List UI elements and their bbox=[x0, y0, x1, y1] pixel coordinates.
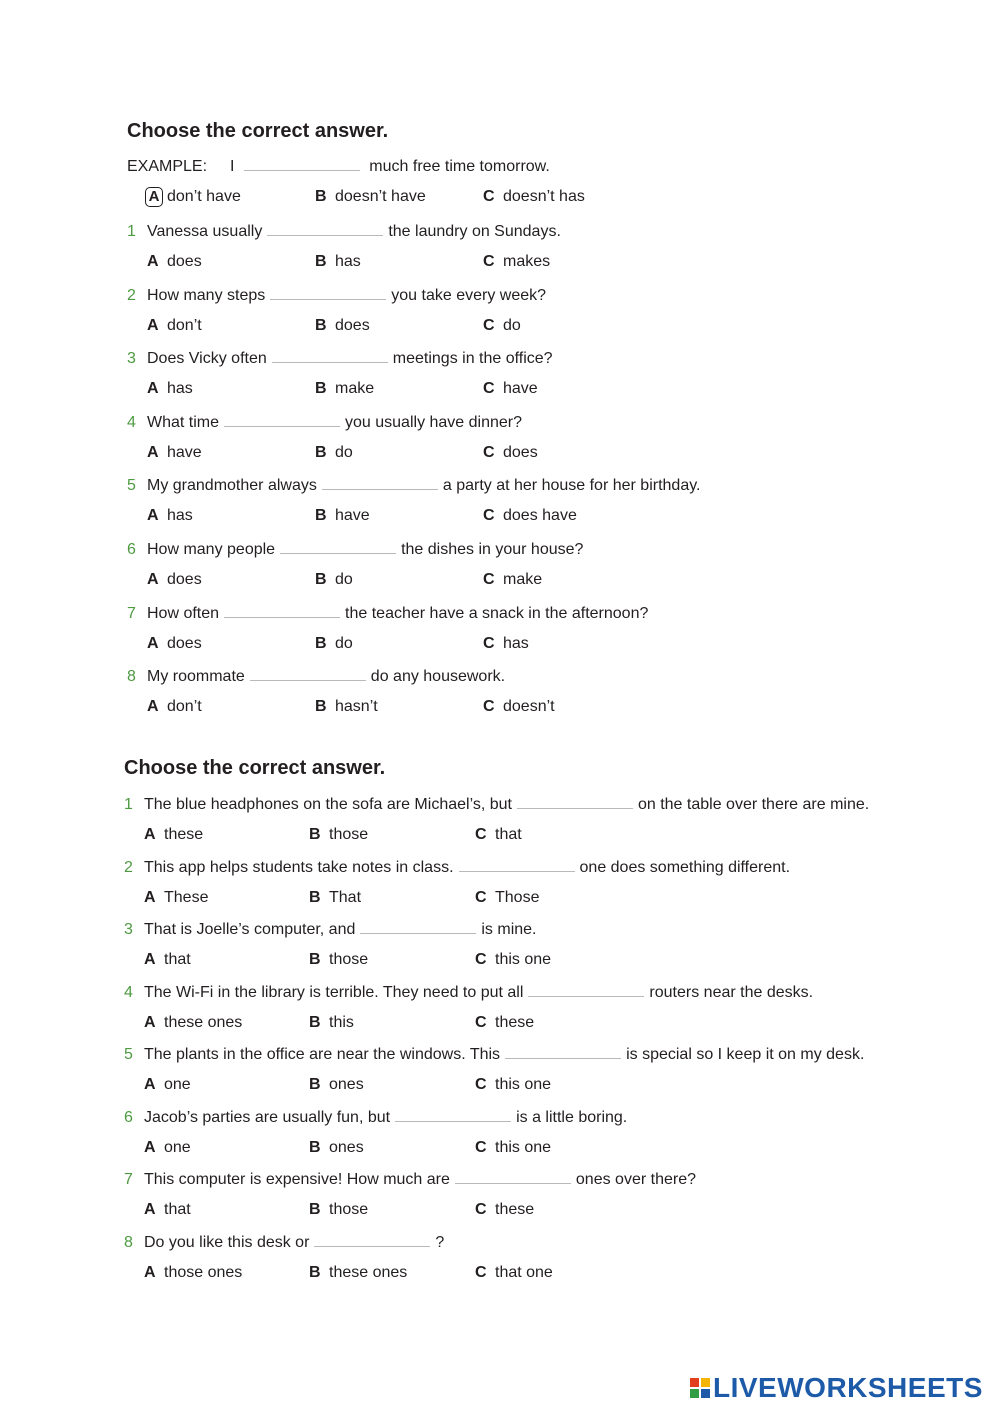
option-letter: A bbox=[147, 571, 159, 588]
option-c[interactable] bbox=[475, 948, 551, 972]
option-b[interactable] bbox=[309, 823, 368, 847]
option-letter: A bbox=[144, 1138, 156, 1156]
option-c[interactable] bbox=[475, 1136, 551, 1160]
option-b[interactable] bbox=[315, 314, 370, 338]
option-letter: A bbox=[147, 380, 159, 398]
option-text: does bbox=[167, 253, 202, 270]
option-text: make bbox=[503, 571, 543, 588]
option-letter: C bbox=[483, 507, 495, 525]
question-item bbox=[127, 539, 583, 592]
option-text: that one bbox=[495, 1263, 553, 1281]
option-a[interactable] bbox=[144, 823, 203, 847]
question-number: 3 bbox=[124, 921, 133, 938]
question-text-before: How many steps bbox=[147, 286, 266, 304]
question-number: 3 bbox=[127, 350, 136, 368]
option-letter: A bbox=[147, 443, 159, 461]
question-text-before: The blue headphones on the sofa are Michael’s, but bbox=[144, 796, 512, 813]
option-letter: C bbox=[483, 634, 495, 652]
option-letter: B bbox=[309, 1201, 321, 1218]
option-letter: A bbox=[144, 1263, 156, 1281]
option-a[interactable] bbox=[144, 886, 208, 910]
option-c[interactable] bbox=[475, 1198, 534, 1222]
question-text-before: How many people bbox=[147, 541, 276, 558]
question-text-after: much free time tomorrow. bbox=[369, 158, 550, 175]
option-b[interactable] bbox=[309, 886, 361, 910]
option-letter: C bbox=[475, 888, 487, 906]
question-text-after: routers near the desks. bbox=[649, 983, 814, 1001]
option-a[interactable] bbox=[144, 948, 191, 972]
option-text: those bbox=[329, 951, 369, 968]
question-text-before: My grandmother always bbox=[147, 477, 317, 495]
option-letter: A bbox=[147, 507, 159, 525]
option-text: does bbox=[167, 634, 202, 652]
option-text: make bbox=[335, 380, 375, 398]
option-text: has bbox=[335, 253, 361, 270]
option-a[interactable] bbox=[147, 314, 202, 338]
option-letter: B bbox=[315, 634, 327, 652]
option-letter: C bbox=[483, 571, 495, 588]
example-option-a bbox=[145, 185, 241, 209]
question-number: 1 bbox=[124, 796, 133, 813]
option-letter: A bbox=[144, 1201, 156, 1218]
option-text: doesn’t bbox=[503, 698, 555, 716]
question-text-after: on the table over there are mine. bbox=[637, 796, 870, 813]
question-number: 2 bbox=[127, 286, 136, 304]
question-text-after: the teacher have a snack in the afternoon? bbox=[345, 604, 649, 622]
question-text-before: This app helps students take notes in class. bbox=[144, 858, 454, 876]
option-letter: C bbox=[475, 951, 487, 968]
option-letter: C bbox=[483, 188, 495, 205]
answer-blank[interactable] bbox=[224, 412, 340, 427]
option-text: Those bbox=[495, 888, 540, 906]
option-letter: C bbox=[483, 380, 495, 398]
option-text: have bbox=[503, 380, 538, 398]
answer-blank[interactable] bbox=[270, 285, 386, 300]
option-letter: B bbox=[309, 951, 321, 968]
option-text: have bbox=[167, 443, 202, 461]
option-letter: A bbox=[147, 253, 159, 270]
question-item bbox=[127, 348, 553, 401]
option-c[interactable] bbox=[483, 250, 550, 274]
answer-blank[interactable] bbox=[528, 982, 644, 997]
question-number: 7 bbox=[127, 604, 136, 622]
logo-square bbox=[701, 1378, 710, 1387]
exercise-section-1 bbox=[127, 118, 987, 728]
option-b[interactable] bbox=[315, 250, 361, 274]
question-number: 8 bbox=[127, 668, 136, 686]
option-text: those ones bbox=[164, 1263, 243, 1281]
answer-blank[interactable] bbox=[244, 156, 360, 171]
option-a[interactable] bbox=[144, 1136, 191, 1160]
question-text-after: you take every week? bbox=[391, 286, 547, 304]
option-letter: C bbox=[483, 316, 495, 334]
option-letter: C bbox=[483, 698, 495, 716]
option-letter: A bbox=[144, 1013, 156, 1031]
option-c[interactable] bbox=[475, 1011, 534, 1035]
question-text-after: a party at her house for her birthday. bbox=[442, 477, 701, 495]
question-number: 1 bbox=[127, 223, 136, 240]
option-letter: A bbox=[144, 826, 156, 843]
question-number: 4 bbox=[127, 413, 136, 431]
option-text: That bbox=[329, 888, 362, 906]
option-b[interactable] bbox=[309, 948, 368, 972]
answer-blank[interactable] bbox=[455, 1169, 571, 1184]
answer-blank[interactable] bbox=[314, 1232, 430, 1247]
question-item bbox=[124, 857, 790, 910]
question-text-after: is special so I keep it on my desk. bbox=[626, 1046, 865, 1063]
option-text: one bbox=[164, 1138, 191, 1156]
option-b[interactable] bbox=[309, 1261, 407, 1285]
option-text: These bbox=[164, 888, 209, 906]
option-a[interactable] bbox=[147, 568, 202, 592]
option-a[interactable] bbox=[144, 1073, 191, 1097]
option-text: don’t have bbox=[167, 188, 241, 205]
question-text-after: is mine. bbox=[481, 921, 537, 938]
answer-blank[interactable] bbox=[459, 857, 575, 872]
liveworksheets-logo bbox=[690, 1371, 983, 1405]
option-text: this one bbox=[495, 1076, 552, 1093]
question-text-before: The Wi-Fi in the library is terrible. They need to put all bbox=[144, 983, 524, 1001]
question-number: 5 bbox=[127, 477, 136, 495]
option-c[interactable] bbox=[475, 823, 522, 847]
question-text-after: meetings in the office? bbox=[392, 350, 553, 368]
question-item bbox=[127, 603, 648, 656]
question-text-after: do any housework. bbox=[370, 668, 506, 686]
question-text-before: How often bbox=[147, 604, 220, 622]
option-c[interactable] bbox=[483, 314, 521, 338]
option-text: this one bbox=[495, 951, 552, 968]
option-letter: C bbox=[483, 443, 495, 461]
option-letter: C bbox=[475, 1138, 487, 1156]
option-text: these ones bbox=[164, 1013, 243, 1031]
question-number: 8 bbox=[124, 1233, 133, 1251]
option-letter: B bbox=[309, 1263, 321, 1281]
option-letter: C bbox=[475, 1013, 487, 1031]
question-text-before: Does Vicky often bbox=[147, 350, 267, 368]
option-text: that bbox=[495, 826, 522, 843]
option-c[interactable] bbox=[483, 695, 555, 719]
option-text: doesn’t have bbox=[335, 188, 426, 205]
option-c[interactable] bbox=[475, 1261, 553, 1285]
logo-square bbox=[690, 1389, 699, 1398]
section-title: Choose the correct answer. bbox=[124, 757, 386, 779]
logo-square bbox=[690, 1378, 699, 1387]
option-b[interactable] bbox=[309, 1073, 364, 1097]
option-letter: A bbox=[144, 1076, 156, 1093]
option-c[interactable] bbox=[483, 632, 529, 656]
question-item bbox=[124, 982, 813, 1035]
option-letter: B bbox=[315, 253, 327, 270]
option-a[interactable] bbox=[144, 1198, 191, 1222]
option-text: do bbox=[335, 634, 353, 652]
option-letter: B bbox=[315, 698, 327, 716]
question-item bbox=[127, 475, 700, 528]
option-c[interactable] bbox=[483, 504, 577, 528]
question-item bbox=[124, 1107, 627, 1160]
question-item bbox=[127, 221, 561, 274]
question-text-before: That is Joelle’s computer, and bbox=[144, 921, 356, 938]
answer-blank[interactable] bbox=[250, 666, 366, 681]
option-letter: B bbox=[315, 188, 327, 205]
answer-blank[interactable] bbox=[360, 919, 476, 934]
answer-blank[interactable] bbox=[267, 221, 383, 236]
example-label: EXAMPLE: bbox=[127, 158, 208, 175]
option-b[interactable] bbox=[315, 632, 353, 656]
option-letter: A bbox=[144, 951, 156, 968]
option-b[interactable] bbox=[315, 441, 353, 465]
option-a[interactable] bbox=[144, 1261, 242, 1285]
option-text: these bbox=[495, 1201, 535, 1218]
logo-mark-icon bbox=[690, 1378, 710, 1398]
question-item bbox=[124, 1232, 553, 1285]
option-letter: A bbox=[147, 634, 159, 652]
option-text: don’t bbox=[167, 316, 202, 334]
question-item bbox=[127, 666, 555, 719]
answer-blank[interactable] bbox=[224, 603, 340, 618]
question-number: 6 bbox=[124, 1108, 133, 1126]
option-a[interactable] bbox=[147, 504, 193, 528]
option-text: doesn’t has bbox=[503, 188, 585, 205]
option-letter: C bbox=[475, 1263, 487, 1281]
answer-blank[interactable] bbox=[272, 348, 388, 363]
question-text-before: Do you like this desk or bbox=[144, 1233, 310, 1251]
option-text: have bbox=[335, 507, 370, 525]
option-text: one bbox=[164, 1076, 191, 1093]
option-letter: B bbox=[309, 1076, 321, 1093]
option-b[interactable] bbox=[315, 504, 370, 528]
option-letter: B bbox=[309, 1138, 321, 1156]
option-text: those bbox=[329, 826, 369, 843]
option-letter: A bbox=[147, 316, 159, 334]
answer-blank[interactable] bbox=[322, 475, 438, 490]
answer-blank[interactable] bbox=[517, 794, 633, 809]
option-text: has bbox=[167, 380, 193, 398]
option-text: this bbox=[329, 1013, 354, 1031]
selected-answer-circle: A bbox=[145, 187, 163, 207]
question-text-after: the dishes in your house? bbox=[401, 541, 584, 558]
question-number: 6 bbox=[127, 541, 136, 558]
option-text: do bbox=[503, 316, 521, 334]
question-number: 2 bbox=[124, 858, 133, 876]
option-text: do bbox=[335, 443, 353, 461]
option-letter: B bbox=[315, 380, 327, 398]
option-c[interactable] bbox=[475, 1073, 551, 1097]
question-text-before: Jacob’s parties are usually fun, but bbox=[144, 1108, 391, 1126]
question-text-before: My roommate bbox=[147, 668, 245, 686]
option-a[interactable] bbox=[144, 1011, 242, 1035]
option-text: these bbox=[164, 826, 204, 843]
option-text: don’t bbox=[167, 698, 202, 716]
option-text: does bbox=[335, 316, 370, 334]
option-letter: B bbox=[315, 443, 327, 461]
option-text: that bbox=[164, 951, 191, 968]
option-a[interactable] bbox=[147, 377, 193, 401]
option-c[interactable] bbox=[483, 377, 538, 401]
option-b[interactable] bbox=[315, 568, 353, 592]
option-text: ones bbox=[329, 1076, 364, 1093]
option-letter: B bbox=[309, 888, 321, 906]
question-text-after: ones over there? bbox=[575, 1171, 696, 1188]
question-text-before: Vanessa usually bbox=[147, 223, 263, 240]
option-b[interactable] bbox=[309, 1136, 364, 1160]
option-text: do bbox=[335, 571, 353, 588]
option-letter: B bbox=[315, 316, 327, 334]
question-item bbox=[127, 285, 546, 338]
question-text-before: I bbox=[229, 158, 235, 175]
option-letter: A bbox=[147, 698, 159, 716]
example-option-b bbox=[315, 185, 426, 209]
answer-blank[interactable] bbox=[395, 1107, 511, 1122]
option-a[interactable] bbox=[147, 632, 202, 656]
option-b[interactable] bbox=[309, 1198, 368, 1222]
question-text-after: ? bbox=[435, 1233, 445, 1251]
question-number: 4 bbox=[124, 983, 133, 1001]
option-letter: B bbox=[309, 1013, 321, 1031]
option-b[interactable] bbox=[315, 695, 378, 719]
question-text-after: you usually have dinner? bbox=[345, 413, 523, 431]
option-text: these ones bbox=[329, 1263, 408, 1281]
question-item bbox=[127, 412, 538, 465]
option-letter: C bbox=[475, 1201, 487, 1218]
exercise-section-2 bbox=[124, 755, 984, 1295]
question-text-before: This computer is expensive! How much are bbox=[144, 1171, 450, 1188]
question-text-after: one does something different. bbox=[579, 858, 791, 876]
option-c[interactable] bbox=[483, 441, 538, 465]
question-item bbox=[124, 919, 552, 972]
option-c[interactable] bbox=[483, 568, 542, 592]
option-letter: C bbox=[475, 826, 487, 843]
option-text: makes bbox=[503, 253, 551, 270]
question-item bbox=[124, 1044, 864, 1097]
option-text: these bbox=[495, 1013, 535, 1031]
section-title: Choose the correct answer. bbox=[127, 120, 389, 142]
option-letter: B bbox=[309, 826, 321, 843]
option-text: has bbox=[167, 507, 193, 525]
question-text-after: the laundry on Sundays. bbox=[388, 223, 561, 240]
option-c[interactable] bbox=[475, 886, 539, 910]
example-option-c bbox=[483, 185, 585, 209]
question-item bbox=[124, 1169, 696, 1222]
option-a[interactable] bbox=[147, 441, 202, 465]
option-letter: B bbox=[315, 507, 327, 525]
option-text: does bbox=[167, 571, 202, 588]
option-a[interactable] bbox=[147, 250, 202, 274]
option-b[interactable] bbox=[315, 377, 374, 401]
option-text: that bbox=[164, 1201, 191, 1218]
option-text: those bbox=[329, 1201, 369, 1218]
answer-blank[interactable] bbox=[505, 1044, 621, 1059]
answer-blank[interactable] bbox=[280, 539, 396, 554]
question-text-after: is a little boring. bbox=[516, 1108, 628, 1126]
question-text-before: What time bbox=[147, 413, 220, 431]
option-letter: C bbox=[475, 1076, 487, 1093]
option-text: does have bbox=[503, 507, 577, 525]
option-letter: C bbox=[483, 253, 495, 270]
question-item bbox=[124, 794, 869, 847]
option-a[interactable] bbox=[147, 695, 202, 719]
logo-square bbox=[701, 1389, 710, 1398]
option-letter: A bbox=[144, 888, 156, 906]
option-text: this one bbox=[495, 1138, 552, 1156]
option-letter: B bbox=[315, 571, 327, 588]
example-item bbox=[127, 156, 585, 209]
question-text-before: The plants in the office are near the windows. This bbox=[144, 1046, 501, 1063]
logo-text: LIVEWORKSHEETS bbox=[713, 1372, 983, 1403]
option-text: ones bbox=[329, 1138, 364, 1156]
option-b[interactable] bbox=[309, 1011, 354, 1035]
question-number: 7 bbox=[124, 1171, 133, 1188]
option-text: does bbox=[503, 443, 538, 461]
question-number: 5 bbox=[124, 1046, 133, 1063]
option-text: hasn’t bbox=[335, 698, 378, 716]
option-text: has bbox=[503, 634, 529, 652]
